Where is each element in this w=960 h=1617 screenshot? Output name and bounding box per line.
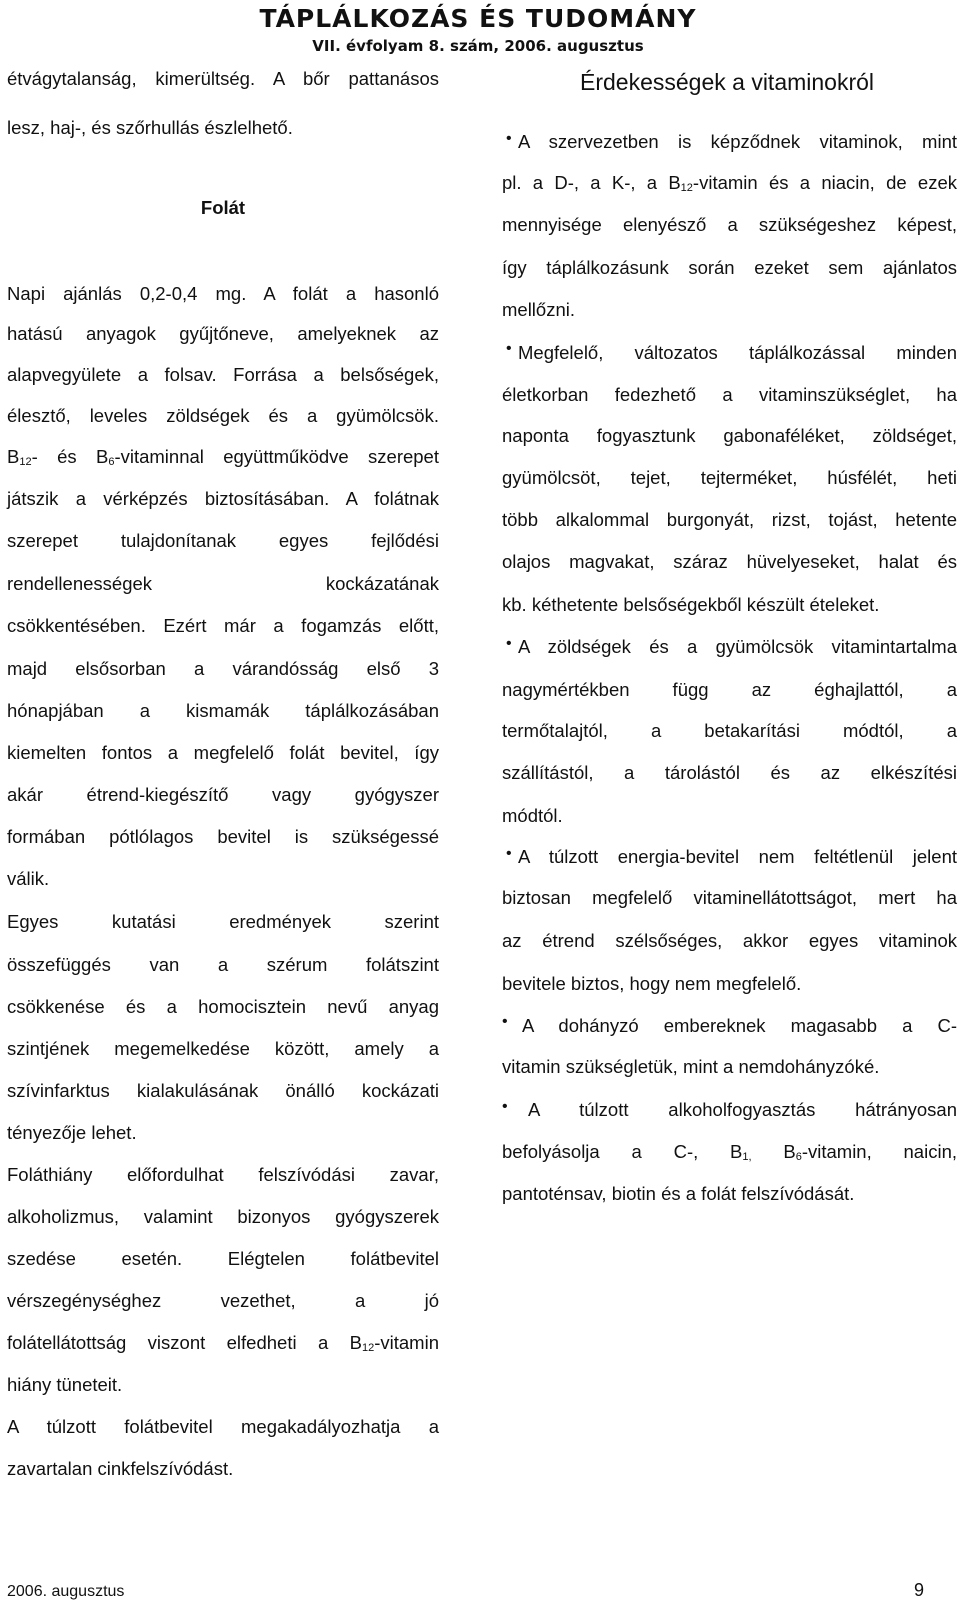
text-line: csökkenése és a homocisztein nevű anyag bbox=[7, 996, 439, 1017]
text-line: A túlzott energia-bevitel nem feltétlenül jelent bbox=[518, 846, 957, 867]
text-line: nagymértékben függ az éghajlattól, a bbox=[502, 679, 957, 700]
text-line: lesz, haj-, és szőrhullás észlelhető. bbox=[7, 117, 293, 138]
text-line: folátellátottság viszont elfedheti a $B_{12}$-vitamin bbox=[7, 1332, 439, 1354]
text-line: az étrend szélsőséges, akkor egyes vitaminok bbox=[502, 930, 957, 951]
text-line: szintjének megemelkedése között, amely a bbox=[7, 1038, 439, 1059]
text-line: A zöldségek és a gyümölcsök vitamintartalma bbox=[518, 636, 957, 657]
page-number: 9 bbox=[914, 1580, 925, 1600]
journal-title: TÁPLÁLKOZÁS ÉS TUDOMÁNY bbox=[259, 4, 697, 33]
text-line: A túlzott folátbevitel megakadályozhatja a bbox=[7, 1416, 439, 1437]
text-line: válik. bbox=[7, 868, 50, 889]
bullet-icon: • bbox=[506, 340, 512, 357]
text-line: hatású anyagok gyűjtőneve, amelyeknek az bbox=[7, 323, 439, 344]
bullet-icon: • bbox=[506, 635, 512, 652]
text-line: kb. kéthetente belsőségekből készült ételeket. bbox=[502, 594, 880, 615]
text-line: mellőzni. bbox=[502, 299, 575, 320]
text-line: A dohányzó embereknek magasabb a C- bbox=[522, 1015, 957, 1036]
text-line: pantoténsav, biotin és a folát felszívódását. bbox=[502, 1183, 855, 1204]
bullet-icon: • bbox=[506, 130, 512, 147]
text-line: A túlzott alkoholfogyasztás hátrányosan bbox=[528, 1099, 957, 1120]
text-line: olajos magvakat, száraz hüvelyeseket, halat és bbox=[502, 551, 957, 572]
text-line: gyümölcsöt, tejet, tejterméket, húsfélét, heti bbox=[502, 467, 957, 488]
text-line: zavartalan cinkfelszívódást. bbox=[7, 1458, 234, 1479]
section-heading-folat: Folát bbox=[200, 197, 246, 218]
text-line: Megfelelő, változatos táplálkozással minden bbox=[518, 342, 957, 363]
text-line: életkorban fedezhető a vitaminszükséglet, ha bbox=[502, 384, 957, 405]
text-line: biztosan megfelelő vitaminellátottságot, mert ha bbox=[502, 887, 957, 908]
text-line: összefüggés van a szérum folátszint bbox=[7, 954, 439, 975]
text-line: vérszegénységhez vezethet, a jó bbox=[7, 1290, 439, 1311]
text-line: akár étrend-kiegészítő vagy gyógyszer bbox=[7, 784, 439, 805]
text-line: szerepet tulajdonítanak egyes fejlődési bbox=[7, 530, 439, 551]
text-line: Egyes kutatási eredmények szerint bbox=[7, 911, 439, 932]
text-line: szedése esetén. Elégtelen folátbevitel bbox=[7, 1248, 439, 1269]
text-line: formában pótlólagos bevitel is szükségessé bbox=[7, 826, 439, 847]
footer-date: 2006. augusztus bbox=[7, 1583, 125, 1600]
text-line: játszik a vérképzés biztosításában. A folátnak bbox=[7, 488, 439, 509]
text-line: befolyásolja a C-, $B_{1,}$ $B_6$-vitamin, naicin, bbox=[502, 1141, 957, 1163]
journal-issue: VII. évfolyam 8. szám, 2006. augusztus bbox=[312, 37, 644, 55]
bullet-icon: • bbox=[502, 1098, 508, 1115]
text-line: tényezője lehet. bbox=[7, 1122, 137, 1143]
text-line: pl. a D-, a K-, a $B_{12}$-vitamin és a niacin, de ezek bbox=[502, 172, 957, 194]
text-line: majd elsősorban a várandósság első 3 bbox=[7, 658, 439, 679]
text-line: szívinfarktus kialakulásának önálló kockázati bbox=[7, 1080, 439, 1101]
text-line: kiemelten fontos a megfelelő folát bevitel, így bbox=[7, 742, 439, 763]
text-line: hiány tüneteit. bbox=[7, 1374, 123, 1395]
text-line: termőtalajtól, a betakarítási módtól, a bbox=[502, 720, 957, 741]
text-line: élesztő, leveles zöldségek és a gyümölcsök. bbox=[7, 405, 439, 426]
journal-header bbox=[258, 2, 698, 56]
text-line: több alkalommal burgonyát, rizst, tojást, hetente bbox=[502, 509, 957, 530]
text-line: csökkentésében. Ezért már a fogamzás előtt, bbox=[7, 615, 439, 636]
text-line: étvágytalanság, kimerültség. A bőr pattanásos bbox=[7, 68, 439, 89]
text-line: így táplálkozásunk során ezeket sem ajánlatos bbox=[502, 257, 957, 278]
text-line: vitamin szükségletük, mint a nemdohányzóké. bbox=[502, 1056, 880, 1077]
section-heading-vitamins: Érdekességek a vitaminokról bbox=[580, 69, 875, 95]
text-line: alapvegyülete a folsav. Forrása a belsőségek, bbox=[7, 364, 439, 385]
text-line: Foláthiány előfordulhat felszívódási zavar, bbox=[7, 1164, 439, 1185]
text-line: szállítástól, a tárolástól és az elkészítési bbox=[502, 762, 957, 783]
text-line: mennyisége elenyésző a szükségeshez képest, bbox=[502, 214, 957, 235]
text-line: rendellenességek kockázatának bbox=[7, 573, 439, 594]
bullet-icon: • bbox=[506, 845, 512, 862]
text-line: Napi ajánlás 0,2-0,4 mg. A folát a hasonló bbox=[7, 283, 439, 304]
text-line: $B_{12}-$ és $B_6$-vitaminnal együttműködve szerepet bbox=[7, 446, 439, 468]
text-line: bevitele biztos, hogy nem megfelelő. bbox=[502, 973, 802, 994]
text-line: naponta fogyasztunk gabonaféléket, zöldséget, bbox=[502, 425, 957, 446]
text-line: A szervezetben is képződnek vitaminok, mint bbox=[518, 131, 957, 152]
bullet-icon: • bbox=[502, 1013, 508, 1030]
text-line: módtól. bbox=[502, 805, 563, 826]
text-line: alkoholizmus, valamint bizonyos gyógyszerek bbox=[7, 1206, 439, 1227]
text-line: hónapjában a kismamák táplálkozásában bbox=[7, 700, 439, 721]
